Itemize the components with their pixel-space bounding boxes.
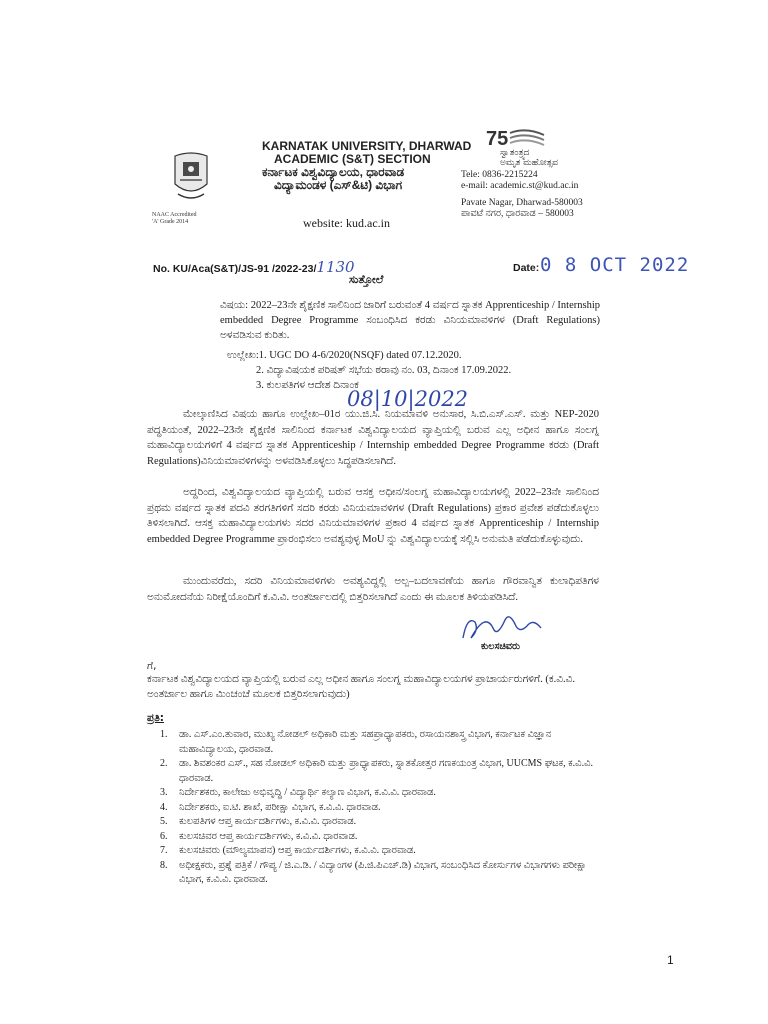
list-item: 3. ನಿರ್ದೇಶಕರು, ಕಾಲೇಜು ಅಭಿವೃದ್ಧಿ / ವಿದ್ಯಾರ್ಥಿ ಕಲ್ಯಾಣ ವಿಭಾಗ, ಕ.ವಿ.ವಿ. ಧಾರವಾಡ. — [160, 787, 436, 798]
list-item: 7. ಕುಲಸಚಿವರು (ಮೌಲ್ಯಮಾಪನ) ಆಪ್ತ ಕಾರ್ಯದರ್ಶಿಗಳು, ಕ.ವಿ.ವಿ. ಧಾರವಾಡ. — [160, 845, 416, 856]
address-line-kannada: ಪಾವಟೆ ನಗರ, ಧಾರವಾಡ – 580003 — [461, 209, 574, 219]
list-item: 6. ಕುಲಸಚಿವರ ಆಪ್ತ ಕಾರ್ಯದರ್ಶಿಗಳು, ಕ.ವಿ.ವಿ. ಧಾರವಾಡ. — [160, 830, 358, 842]
university-name-kannada: ಕರ್ನಾಟಕ ವಿಶ್ವವಿದ್ಯಾಲಯ, ಧಾರವಾಡ — [262, 165, 405, 179]
date-stamp: 0 8 OCT 2022 — [540, 254, 690, 276]
list-item: 1. ಡಾ. ಎಸ್.ಎಂ.ತುವಾರ, ಮುಖ್ಯ ನೋಡಲ್ ಅಧಿಕಾರಿ ಮತ್ತು ಸಹಪ್ರಾಧ್ಯಾಪಕರು, ರಸಾಯನಶಾಸ್ತ್ರ ವಿಭಾಗ, ಕರ್ನಾಟಕ ವಿಜ್ಞಾನ ಮಹಾವಿದ್ಯಾಲಯ, ಧಾರವಾಡ. — [160, 729, 552, 755]
svg-text:75: 75 — [486, 128, 509, 150]
list-item: 8. ಅಧೀಕ್ಷಕರು, ಪ್ರಶ್ನೆ ಪತ್ರಿಕೆ / ಗೌಪ್ಯ / ಜಿ.ಎ.ಡಿ. / ವಿದ್ಯಾಂಗಳ (ಪಿ.ಜಿ.ಪಿಎಚ್.ಡಿ) ವಿಭಾಗ, ಸಂಬಂಧಿಸಿದ ಕೋರ್ಸುಗಳ ವಿಭಾಗಗಳು ಪರೀಕ್ಷಾ ವಿಭಾಗ, ಕ.ವಿ.ವಿ. ಧಾರವಾಡ. — [160, 859, 587, 885]
handwritten-order-date: 08|10|2022 — [347, 387, 469, 411]
circular-title: ಸುತ್ತೋಲೆ — [349, 273, 384, 286]
copy-to-label: ಪ್ರತಿ: — [147, 712, 164, 724]
section-name: ACADEMIC (S&T) SECTION — [274, 152, 431, 166]
university-seal-icon — [172, 150, 210, 206]
university-name: KARNATAK UNIVERSITY, DHARWAD — [262, 139, 472, 153]
naac-accreditation: NAAC Accredited 'A' Grade 2014 — [152, 212, 197, 225]
to-label: ಗೆ, — [147, 660, 157, 672]
university-heading — [262, 140, 471, 192]
website: website: kud.ac.in — [303, 216, 390, 230]
section-name-kannada: ವಿದ್ಯಾಮಂಡಳ (ಎಸ್&ಟಿ) ವಿಭಾಗ — [274, 178, 403, 192]
telephone: Tele: 0836-2215224 — [461, 170, 538, 180]
recipients: ಕರ್ನಾಟಕ ವಿಶ್ವವಿದ್ಯಾಲಯದ ವ್ಯಾಪ್ತಿಯಲ್ಲಿ ಬರುವ ಎಲ್ಲ ಅಧೀನ ಹಾಗೂ ಸಂಲಗ್ನ ಮಹಾವಿದ್ಯಾಲಯಗಳ ಪ್ರಾಚಾರ್ಯರುಗಳಿಗೆ. (ಕ.ವಿ.ವಿ. ಅಂತರ್ಜಾಲ ಹಾಗೂ ಮಿಂಚಂಚೆ ಮೂಲಕ ಬಿತ್ತರಿಸಲಾಗುವುದು) — [147, 674, 576, 700]
references: ಉಲ್ಲೇಖ:1. UGC DO 4-6/2020(NSQF) dated 07.12.2020. 2. ವಿದ್ಯಾವಿಷಯಕ ಪರಿಷತ್ ಸಭೆಯ ಠರಾವು ನಂ. 03, ದಿನಾಂಕ 17.09.2022. 3. ಕುಲಪತಿಗಳ ಆದೇಶ ದಿನಾಂಕ — [227, 350, 512, 391]
body-paragraph-1: ಮೇಲ್ಕಾಣಿಸಿದ ವಿಷಯ ಹಾಗೂ ಉಲ್ಲೇಖ–01ರ ಯು.ಜಿ.ಸಿ. ನಿಯಮಾವಳಿ ಅನುಸಾರ, ಸಿ.ಬಿ.ಎಸ್.ಎಸ್. ಮತ್ತು NEP-2020 ಪದ್ಧತಿಯಂತೆ, 2022–23ನೇ ಶೈಕ್ಷಣಿಕ ಸಾಲಿನಿಂದ ಕರ್ನಾಟಕ ವಿಶ್ವವಿದ್ಯಾಲಯದ ವ್ಯಾಪ್ತಿಯಲ್ಲಿ ಬರುವ ಎಲ್ಲ ಅಧೀನ ಹಾಗೂ ಸಂಲಗ್ನ ಮಹಾವಿದ್ಯಾಲಯಗಳಿಗೆ 4 ವರ್ಷದ ಸ್ನಾತಕ Apprenticeship / Internship embedded Degree Programme ಕರಡು (Draft Regulations)ವಿನಿಯಮಾವಳಿಗಳನ್ನು ಅಳವಡಿಸಿಕೊಳ್ಳಲು ಸಿದ್ಧಪಡಿಸಲಾಗಿದೆ. — [147, 409, 599, 467]
email: e-mail: academic.st@kud.ac.in — [461, 181, 579, 191]
address-line: Pavate Nagar, Dharwad-580003 — [461, 198, 583, 208]
body-paragraph-3: ಮುಂದುವರೆದು, ಸದರಿ ವಿನಿಯಮಾವಳಿಗಳು ಅವಶ್ಯವಿದ್ದಲ್ಲಿ ಅಲ್ಪ–ಬದಲಾವಣೆಯ ಹಾಗೂ ಗೌರವಾನ್ವಿತ ಕುಲಾಧಿಪತಿಗಳ ಅನುಮೋದನೆಯ ನಿರೀಕ್ಷೆಯೊಂದಿಗೆ ಕ.ವಿ.ವಿ. ಅಂತರ್ಜಾಲದಲ್ಲಿ ಬಿತ್ತರಿಸಲಾಗಿದೆ ಎಂದು ಈ ಮೂಲಕ ತಿಳಿಯಪಡಿಸಿದೆ. — [147, 576, 599, 603]
body-paragraph-2: ಅದ್ದರಿಂದ, ವಿಶ್ವವಿದ್ಯಾಲಯದ ವ್ಯಾಪ್ತಿಯಲ್ಲಿ ಬರುವ ಆಸಕ್ತ ಅಧೀನ/ಸಂಲಗ್ನ ಮಹಾವಿದ್ಯಾಲಯಗಳಲ್ಲಿ 2022–23ನೇ ಸಾಲಿನಿಂದ ಪ್ರಥಮ ವರ್ಷದ ಸ್ನಾತಕ ಪದವಿ ತರಗತಿಗಳಿಗೆ ಸದರಿ ಕರಡು ವಿನಿಯಮಾವಳಿಗಳ (Draft Regulations) ಪ್ರಕಾರ ಪ್ರವೇಶ ಪಡೆದುಕೊಳ್ಳಲು ತಿಳಿಸಲಾಗಿದೆ. ಆಸಕ್ತ ಮಹಾವಿದ್ಯಾಲಯಗಳು ಸದರ ವಿನಿಯಮಾವಳಿಗಳ ಪ್ರಕಾರ 4 ವರ್ಷದ ಸ್ನಾತಕ Apprenticeship / Internship embedded Degree Programme ಪ್ರಾರಂಭಿಸಲು ಅವಶ್ಯವುಳ್ಳ MoU ನ್ನು ವಿಶ್ವವಿದ್ಯಾಲಯಕ್ಕೆ ಸಲ್ಲಿಸಿ ಅನುಮತಿ ಪಡೆದುಕೊಳ್ಳುವುದು. — [147, 487, 599, 545]
handwritten-ref-number: 1130 — [316, 258, 355, 276]
page-number: 1 — [667, 953, 674, 967]
list-item: 2. ಡಾ. ಶಿವಶಂಕರ ಎಸ್., ಸಹ ನೋಡಲ್ ಅಧಿಕಾರಿ ಮತ್ತು ಪ್ರಾಧ್ಯಾಪಕರು, ಸ್ನಾತಕೋತ್ತರ ಗಣಕಯಂತ್ರ ವಿಭಾಗ, UUCMS ಘಟಕ, ಕ.ವಿ.ವಿ. ಧಾರವಾಡ. — [160, 758, 594, 784]
subject: ವಿಷಯ: 2022–23ನೇ ಶೈಕ್ಷಣಿಕ ಸಾಲಿನಿಂದ ಜಾರಿಗೆ ಬರುವಂತೆ 4 ವರ್ಷದ ಸ್ನಾತಕ Apprenticeship / Internship embedded Degree Programme ಸಂಬಂಧಿಸಿದ ಕರಡು ವಿನಿಯಮಾವಳಿಗಳ (Draft Regulations) ಅಳವಡಿಸುವ ಕುರಿತು. — [220, 300, 601, 341]
amrit-mahotsav-text: ಸ್ವಾತಂತ್ರ್ಯದ ಅಮೃತ ಮಹೋತ್ಸವ — [500, 148, 559, 168]
signatory-title: ಕುಲಸಚಿವರು — [481, 641, 521, 652]
list-item: 5. ಕುಲಪತಿಗಳ ಆಪ್ತ ಕಾರ್ಯದರ್ಶಿಗಳು, ಕ.ವಿ.ವಿ. ಧಾರವಾಡ. — [160, 816, 357, 827]
date-label: Date: — [513, 262, 540, 274]
contact-details — [461, 170, 583, 220]
list-item: 4. ನಿರ್ದೇಶಕರು, ಐ.ಟಿ. ಶಾಖೆ, ಪರೀಕ್ಷಾ ವಿಭಾಗ, ಕ.ವಿ.ವಿ. ಧಾರವಾಡ. — [160, 801, 381, 813]
copy-to-list — [160, 728, 600, 888]
reference-number: No. KU/Aca(S&T)/JS-91 /2022-23/1130 — [153, 258, 355, 276]
